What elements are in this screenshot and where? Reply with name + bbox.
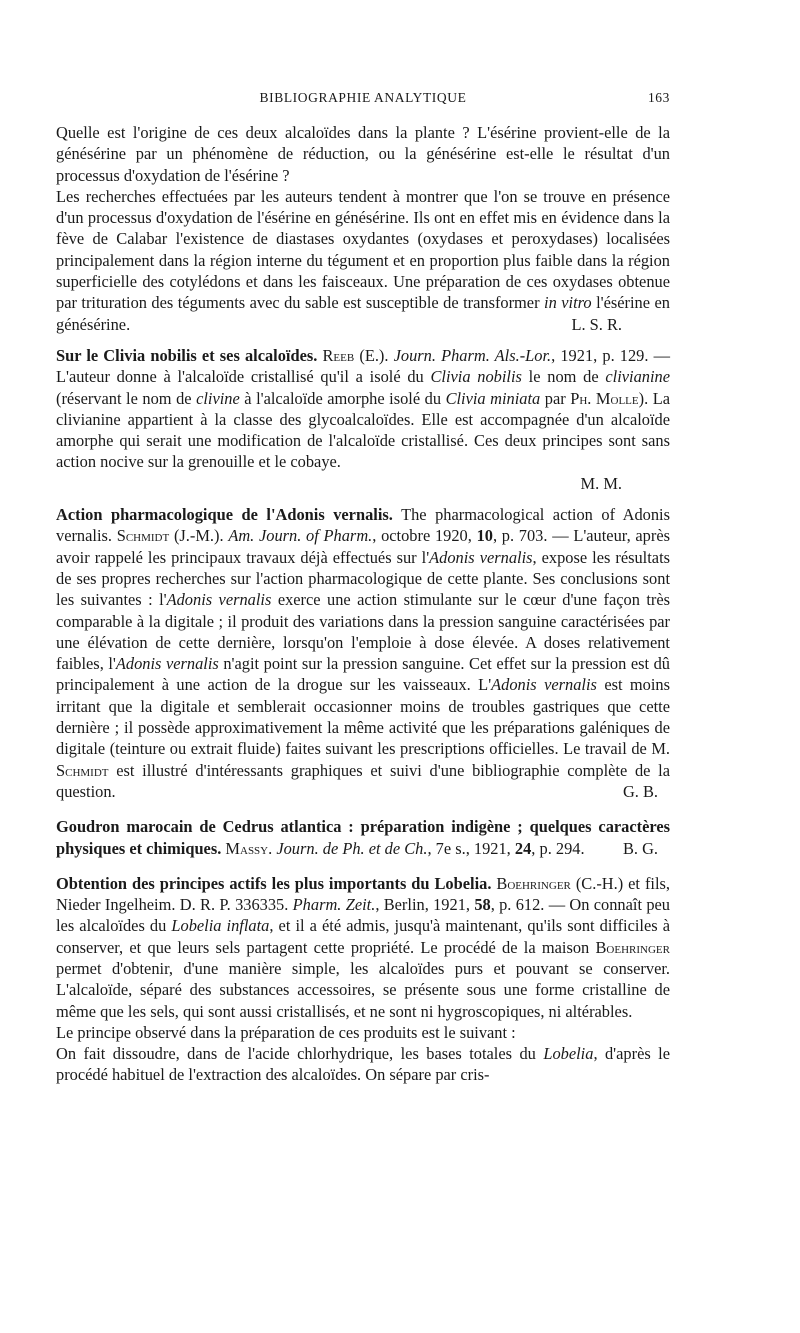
- paragraph: Le principe observé dans la préparation de ces produits est le suivant :: [56, 1022, 516, 1042]
- paragraph: Les recherches effectuées par les auteurs tendent à montrer que l'on se trouve en présence d'un processus d'oxydation de l'ésérine en génésérine. Ils ont en effet mis en évidence dans la fève de Calabar l'existence de diastases oxydantes (oxydases et peroxydases) localisées principalement dans la région interne du tégument et en proportion plus faible dans la région superficielle des cotylédons et dans les faisceaux. Une préparation de ces oxydases obtenue par trituration des téguments avec du sable est susceptible de transformer in vitro l'ésérine en génésérine. L. S. R.: [56, 186, 670, 334]
- journal: Journ. Pharm. Als.-Lor.: [393, 345, 552, 365]
- signature: L. S. R.: [571, 314, 622, 334]
- paragraph: On fait dissoudre, dans de l'acide chlorhydrique, les bases totales du Lobelia, d'après le procédé habituel de l'extraction des alcaloïdes. On sépare par cris-: [56, 1044, 671, 1085]
- entry-lobelia: Obtention des principes actifs les plus importants du Lobelia. Boehringer (C.-H.) et fils, Nieder Ingelheim. D. R. P. 336335. Pharm. Zeit., Berlin, 1921, 58, p. 612. — On connaît peu les alcaloïdes du Lobelia inflata, et il a été admis, jusqu'à maintenant, qu'ils sont difficiles à conserver, et que leurs sels partagent cette propriété. Le procédé de la maison Boehringer permet d'obtenir, d'une manière simple, les alcaloïdes purs et pouvant se conserver. L'alcaloïde, séparé des substances accessoires, se présente sous une forme cristalline de même que les sels, qui sont aussi cristallisés, et ne sont ni hygroscopiques, ni altérables. Le principe observé dans la préparation de ces produits est le suivant : On fait dissoudre, dans de l'acide chlorhydrique, les bases totales du Lobelia, d'après le procédé habituel de l'extraction des alcaloïdes. On sépare par cris-: [56, 873, 671, 1085]
- running-header: [56, 90, 670, 114]
- entry-title: Obtention des principes actifs les plus importants du Lobelia.: [56, 873, 492, 893]
- author: Schmidt: [116, 526, 170, 546]
- signature: B. G.: [622, 838, 658, 858]
- author: Massy.: [225, 838, 273, 858]
- header-title: BIBLIOGRAPHIE ANALYTIQUE: [259, 90, 467, 105]
- body-text: [56, 122, 670, 1086]
- page: [56, 90, 670, 1086]
- entry-goudron: Goudron marocain de Cedrus atlantica : préparation indigène ; quelques caractères physiques et chimiques. Massy. Journ. de Ph. et de Ch., 7e s., 1921, 24, p. 294. B. G.: [56, 817, 670, 858]
- entry-title: Sur le Clivia nobilis et ses alcaloïdes.: [56, 345, 318, 365]
- entry-clivia: Sur le Clivia nobilis et ses alcaloïdes. Reeb (E.). Journ. Pharm. Als.-Lor., 1921, p. 129. — L'auteur donne à l'alcaloïde cristallisé qu'il a isolé du Clivia nobilis le nom de clivianine (réservant le nom de clivine à l'alcaloïde amorphe isolé du Clivia miniata par Ph. Molle). La clivianine appartient à la classe des glycoalcaloïdes. Elle est accompagnée d'un alcaloïde amorphe qui serait une modification de l'alcaloïde cristallisé. Ces deux principes sont sans action nocive sur la grenouille et le cobaye. M. M.: [56, 345, 671, 493]
- journal: Journ. de Ph. et de Ch.: [276, 838, 428, 858]
- entry-title: Goudron marocain de Cedrus atlantica : préparation indigène ; quelques caractères physiques et chimiques.: [56, 817, 670, 858]
- author: Reeb: [322, 345, 355, 365]
- author: Boehringer: [496, 873, 571, 893]
- journal: Pharm. Zeit.: [292, 895, 376, 915]
- signature: G. B.: [622, 781, 658, 801]
- signature: M. M.: [580, 473, 622, 493]
- entry-title: Action pharmacologique de l'Adonis vernalis.: [56, 505, 393, 525]
- entry-adonis: Action pharmacologique de l'Adonis vernalis. The pharmacological action of Adonis vernalis. Schmidt (J.-M.). Am. Journ. of Pharm., octobre 1920, 10, p. 703. — L'auteur, après avoir rappelé les principaux travaux déjà effectués sur l'Adonis vernalis, expose les résultats de ses propres recherches sur l'action pharmacologique de cette plante. Ses conclusions sont les suivantes : l'Adonis vernalis exerce une action stimulante sur le cœur d'une façon très comparable à la digitale ; il produit des variations dans la pression sanguine caractérisées par une élévation de cette dernière, lorsqu'on l'emploie à dose élevée. A doses relativement faibles, l'Adonis vernalis n'agit point sur la pression sanguine. Cet effet sur la pression est dû principalement à une action de la drogue sur les vaisseaux. L'Adonis vernalis est moins irritant que la digitale et semblerait occasionner moins de troubles gastriques que cette dernière ; il possède approximativement la même activité que les préparations galéniques de digitale (teinture ou extrait fluide) faites suivant les prescriptions officielles. Le travail de M. Schmidt est illustré d'intéressants graphiques et suivi d'une bibliographie complète de la question. G. B.: [56, 505, 671, 801]
- journal: Am. Journ. of Pharm.: [228, 526, 373, 546]
- page-number: 163: [647, 90, 670, 105]
- paragraph: Quelle est l'origine de ces deux alcaloïdes dans la plante ? L'ésérine provient-elle de la génésérine par un phénomène de réduction, ou la génésérine est-elle le résultat d'un processus d'oxydation de l'ésérine ?: [56, 123, 670, 185]
